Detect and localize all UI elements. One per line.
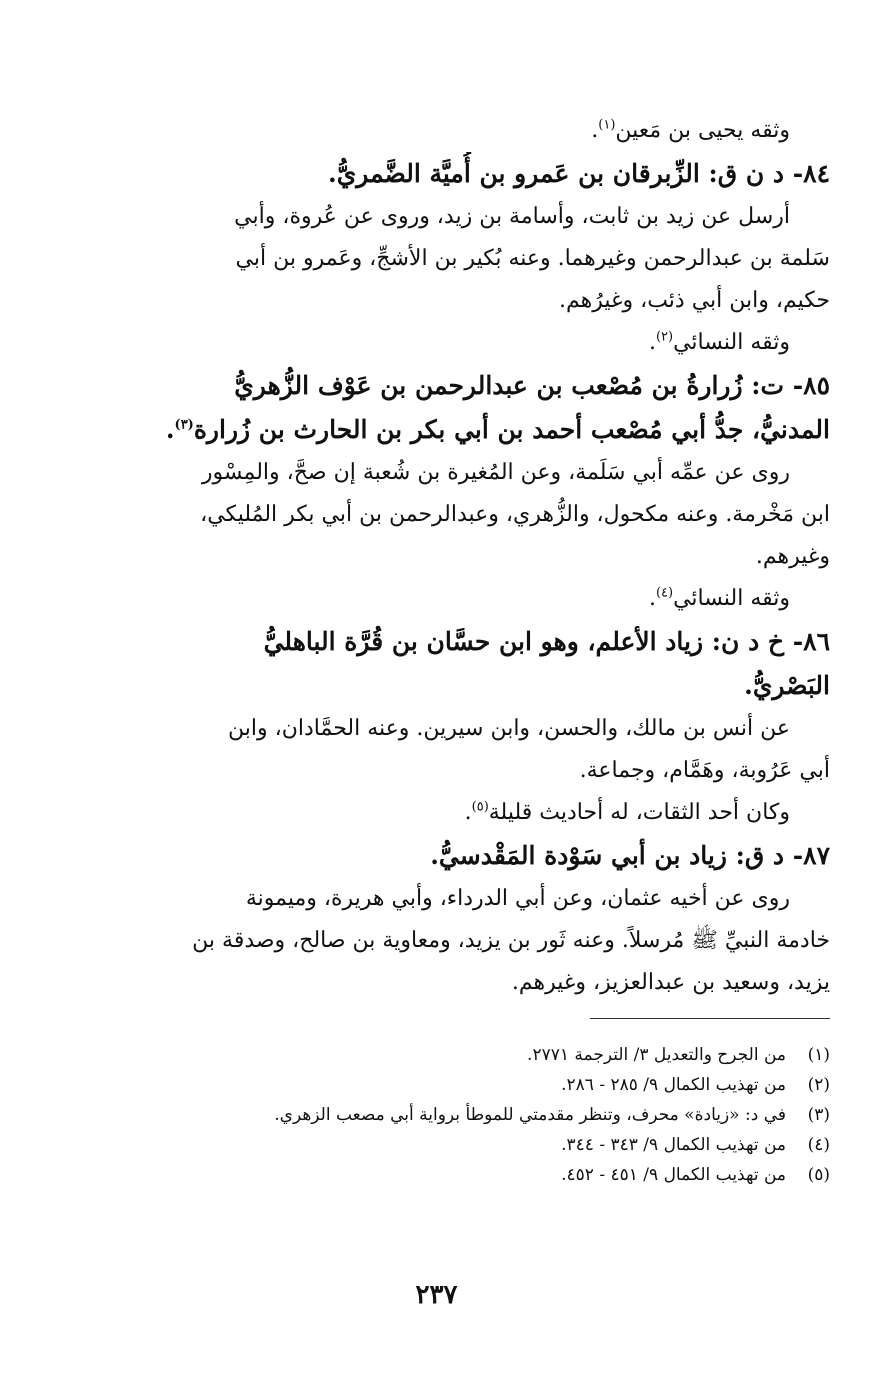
text-line [118, 962, 830, 1004]
footnote-text: من تهذيب الكمال ٩/ ٣٤٣ - ٣٤٤. [561, 1135, 786, 1155]
footnote [118, 1130, 830, 1160]
text-line [118, 792, 830, 834]
footnote-divider [590, 1018, 830, 1019]
footnote-number: (١) [807, 1045, 830, 1065]
line-text: ٨٤- د ن ق: الزِّبرقان بن عَمرو بن أُميَّة الضَّمريُّ. [328, 159, 830, 188]
text-line [118, 494, 830, 536]
footnote-text: من الجرح والتعديل ٣/ الترجمة ٢٧٧١. [527, 1045, 786, 1065]
text-line [118, 578, 830, 620]
footnote [118, 1160, 830, 1190]
footnote-number: (٤) [807, 1135, 830, 1155]
line-text: أبي عَرُوبة، وهَمَّام، وجماعة. [579, 758, 830, 783]
page-number: ٢٣٧ [415, 1280, 458, 1310]
footnote-ref[interactable]: (٣) [174, 417, 194, 433]
footnotes [118, 1040, 830, 1190]
entry-heading [118, 152, 830, 196]
entry-heading [118, 364, 830, 408]
text-line [118, 878, 830, 920]
footnote-number: (٢) [807, 1075, 830, 1095]
line-text: وثقه النسائي [673, 586, 790, 611]
text-line [118, 750, 830, 792]
footnote [118, 1040, 830, 1070]
line-text: البَصْريُّ. [744, 671, 830, 700]
footnote-text: في د: «زيادة» محرف، وتنظر مقدمتي للموطأ برواية أبي مصعب الزهري. [274, 1105, 786, 1125]
line-end: . [648, 330, 656, 355]
line-text: عن أنس بن مالك، والحسن، وابن سيرين. وعنه الحمَّادان، وابن [228, 716, 790, 741]
footnote-text: من تهذيب الكمال ٩/ ٤٥١ - ٤٥٢. [561, 1165, 786, 1185]
line-text: ابن مَخْرمة. وعنه مكحول، والزُّهري، وعبدالرحمن بن أبي بكر المُليكي، [200, 502, 830, 527]
text-line [118, 708, 830, 750]
footnote-number: (٥) [807, 1165, 830, 1185]
line-text: وغيرهم. [755, 544, 830, 569]
line-text: يزيد، وسعيد بن عبدالعزيز، وغيرهم. [511, 970, 830, 995]
line-text: خادمة النبيِّ ﷺ مُرسلاً. وعنه ثَور بن يزيد، ومعاوية بن صالح، وصدقة بن [192, 928, 830, 953]
text-line [118, 110, 830, 152]
body-lines [118, 110, 830, 1004]
footnote-ref[interactable]: (٥) [471, 799, 489, 815]
line-end: . [648, 586, 656, 611]
line-text: حكيم، وابن أبي ذئب، وغيرُهم. [558, 288, 830, 313]
entry-heading [118, 620, 830, 664]
text-line [118, 452, 830, 494]
footnote-number: (٣) [807, 1105, 830, 1125]
footnote-text: من تهذيب الكمال ٩/ ٢٨٥ - ٢٨٦. [561, 1075, 786, 1095]
line-text: وكان أحد الثقات، له أحاديث قليلة [488, 800, 790, 825]
text-line [118, 196, 830, 238]
line-text: ٨٧- د ق: زياد بن أبي سَوْدة المَقْدسيُّ. [430, 841, 830, 870]
main-text [118, 110, 830, 1004]
line-text: روى عن عمِّه أبي سَلَمة، وعن المُغيرة بن شُعبة إن صحَّ، والمِسْور [201, 460, 790, 485]
footnote-ref[interactable]: (١) [598, 117, 616, 133]
entry-heading [118, 834, 830, 878]
footnote-list [118, 1040, 830, 1190]
entry-heading [118, 664, 830, 708]
line-text: وثقه يحيى بن مَعين [615, 118, 790, 143]
text-line [118, 238, 830, 280]
footnote [118, 1100, 830, 1130]
text-line [118, 322, 830, 364]
footnote-ref[interactable]: (٤) [655, 585, 674, 601]
line-text: ٨٦- خ د ن: زياد الأعلم، وهو ابن حسَّان بن قُرَّة الباهليُّ [263, 627, 830, 656]
entry-heading [118, 408, 830, 452]
line-text: وثقه النسائي [673, 330, 790, 355]
text-line [118, 536, 830, 578]
text-line [118, 920, 830, 962]
footnote [118, 1070, 830, 1100]
line-text: المدنيُّ، جدُّ أبي مُصْعب أحمد بن أبي بكر بن الحارث بن زُرارة [193, 415, 830, 444]
text-line [118, 280, 830, 322]
line-end: . [591, 118, 599, 143]
line-end: . [464, 800, 472, 825]
line-text: أرسل عن زيد بن ثابت، وأسامة بن زيد، وروى عن عُروة، وأبي [234, 204, 790, 229]
line-end: . [165, 415, 175, 444]
line-text: روى عن أخيه عثمان، وعن أبي الدرداء، وأبي هريرة، وميمونة [245, 886, 790, 911]
line-text: سَلمة بن عبدالرحمن وغيرهما. وعنه بُكير بن الأشجِّ، وعَمرو بن أبي [235, 246, 830, 271]
line-text: ٨٥- ت: زُرارةُ بن مُصْعب بن عبدالرحمن بن عَوْف الزُّهريُّ [234, 371, 830, 400]
footnote-ref[interactable]: (٢) [655, 329, 674, 345]
